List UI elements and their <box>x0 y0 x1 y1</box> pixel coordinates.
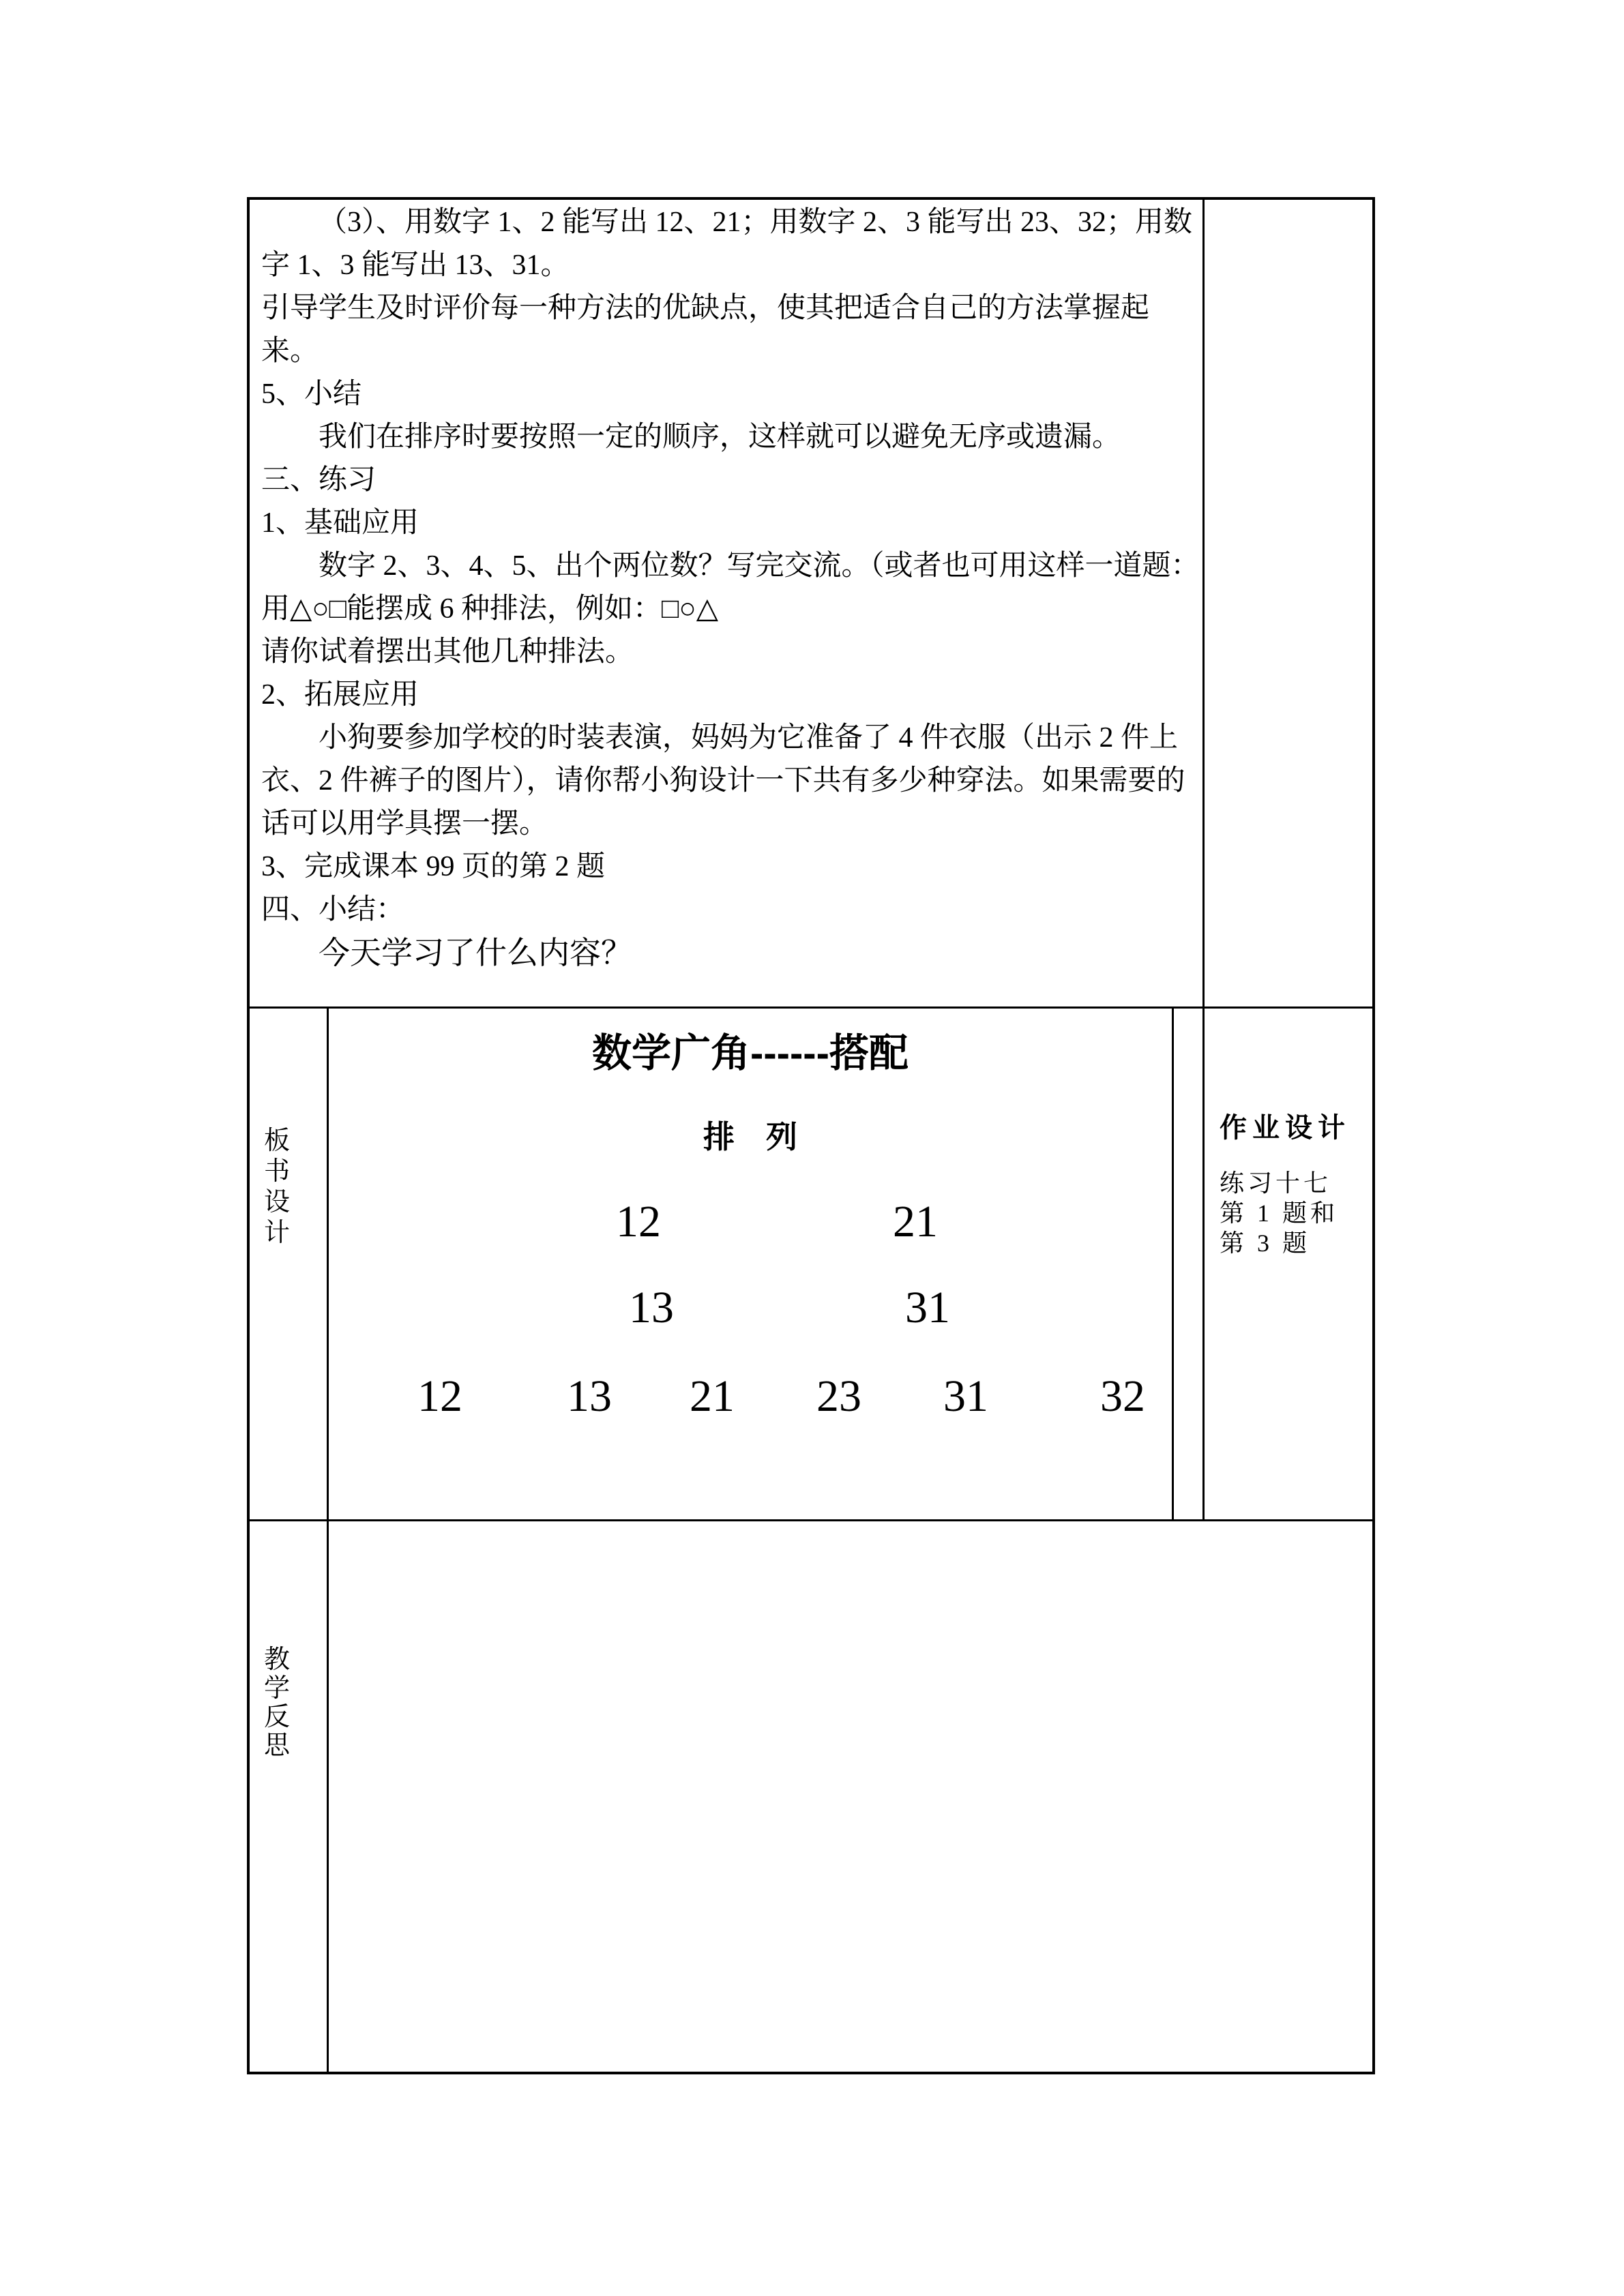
lesson-line: 数字 2、3、4、5、出个两位数？写完交流。（或者也可用这样一道题： <box>319 550 1200 582</box>
board-title: 数学广角------搭配 <box>592 1031 909 1075</box>
lesson-line: 3、完成课本 99 页的第 2 题 <box>261 851 606 882</box>
board-number: 31 <box>943 1371 988 1421</box>
board-number: 32 <box>1100 1371 1145 1421</box>
lesson-line: 用△○□能摆成 6 种排法，例如：□○△ <box>261 593 719 625</box>
homework-line: 第 3 题 <box>1220 1229 1311 1257</box>
board-number: 21 <box>690 1371 735 1421</box>
lesson-line: 请你试着摆出其他几种排法。 <box>261 636 634 668</box>
lesson-line: 今天学习了什么内容？ <box>319 936 632 970</box>
lesson-steps-cell <box>261 200 1209 974</box>
board-design-content-cell <box>329 1009 1172 1519</box>
lesson-line: 四、小结： <box>261 894 405 925</box>
board-number: 13 <box>567 1371 612 1421</box>
board-number: 13 <box>629 1283 674 1332</box>
lesson-line: 衣、2 件裤子的图片），请你帮小狗设计一下共有多少种穿法。如果需要的 <box>261 765 1185 796</box>
reflection-label <box>250 1645 304 1760</box>
board-number: 21 <box>893 1197 938 1247</box>
board-right-divider <box>1172 1007 1174 1519</box>
board-label-char: 板 <box>263 1127 290 1155</box>
lesson-line: 字 1、3 能写出 13、31。 <box>261 250 570 281</box>
lesson-line: 1、基础应用 <box>261 507 419 539</box>
board-label-char: 计 <box>263 1219 290 1247</box>
homework-line: 第 1 题和 <box>1220 1199 1339 1227</box>
board-number: 12 <box>417 1371 462 1421</box>
board-number: 12 <box>616 1197 661 1247</box>
lesson-plan-table <box>247 197 1375 2074</box>
board-label-char: 书 <box>263 1157 290 1186</box>
lesson-line: （3）、用数字 1、2 能写出 12、21；用数字 2、3 能写出 23、32；用数 <box>319 207 1193 238</box>
board-label-char: 设 <box>263 1188 290 1217</box>
lesson-line: 我们在排序时要按照一定的顺序，这样就可以避免无序或遗漏。 <box>319 421 1121 453</box>
board-design-label-cell <box>250 1009 327 1519</box>
board-number: 23 <box>816 1371 861 1421</box>
lesson-line: 三、练习 <box>261 464 377 496</box>
reflection-label-cell <box>250 1521 327 2072</box>
lesson-line: 来。 <box>261 336 319 367</box>
board-subtitle: 排 列 <box>703 1119 797 1154</box>
board-design-label <box>250 1126 304 1249</box>
homework-lines <box>1220 1168 1338 1258</box>
row-divider-2 <box>250 1519 1372 1521</box>
homework-cell <box>1205 1009 1375 1519</box>
table-inner <box>250 200 1372 2072</box>
lesson-line: 2、拓展应用 <box>261 679 419 711</box>
homework-line: 练习十七 <box>1220 1169 1332 1197</box>
lesson-line: 话可以用学具摆一摆。 <box>261 808 548 839</box>
homework-heading: 作业设计 <box>1220 1112 1350 1143</box>
reflection-label-char: 反 <box>263 1703 290 1731</box>
lesson-line: 小狗要参加学校的时装表演，妈妈为它准备了 4 件衣服（出示 2 件上 <box>319 722 1179 754</box>
lesson-line: 引导学生及时评价每一种方法的优缺点，使其把适合自己的方法掌握起 <box>261 293 1150 324</box>
board-number: 31 <box>905 1283 950 1332</box>
reflection-label-char: 教 <box>263 1645 290 1674</box>
lesson-line: 5、小结 <box>261 378 362 410</box>
reflection-label-char: 学 <box>263 1674 290 1703</box>
reflection-label-char: 思 <box>263 1731 290 1760</box>
